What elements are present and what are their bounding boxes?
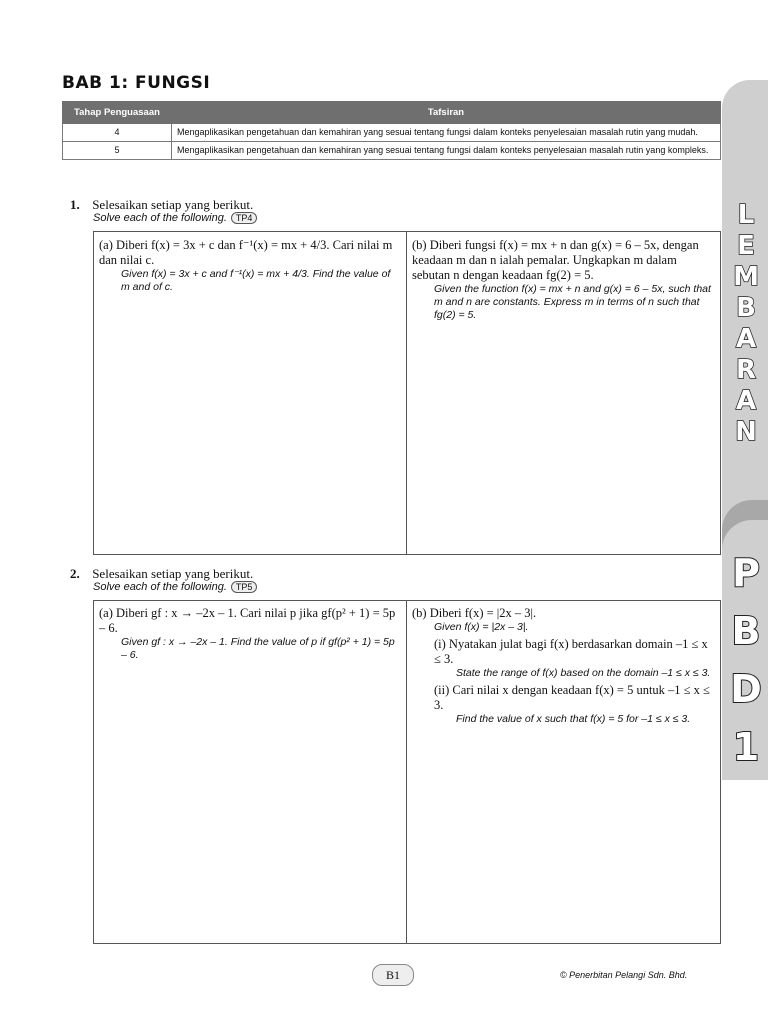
question-1a-text: (a) Diberi f(x) = 3x + c dan f⁻¹(x) = mx + 4/3. Cari nilai m dan nilai c. (99, 238, 393, 267)
question-2a-text: (a) Diberi gf : x → –2x – 1. Cari nilai p jika gf(p² + 1) = 5p – 6. (99, 606, 396, 635)
question-number: 1. (70, 197, 80, 212)
copyright: © Penerbitan Pelangi Sdn. Bhd. (560, 970, 688, 980)
question-2b (412, 606, 714, 726)
question-number: 2. (70, 566, 80, 581)
question-2a-text-en: Given gf : x → –2x – 1. Find the value of p if gf(p² + 1) = 5p – 6. (121, 636, 395, 661)
question-instruction-en: Solve each of the following. TP4 (93, 212, 257, 224)
question-1b (412, 238, 714, 322)
column-divider (406, 600, 407, 943)
question-2a (99, 606, 401, 662)
table-cell-interpretation: Mengaplikasikan pengetahuan dan kemahiran yang sesuai tentang fungsi dalam konteks penyelesaian masalah rutin yang mudah. (172, 124, 721, 142)
question-instruction: Selesaikan setiap yang berikut. (92, 197, 254, 212)
question-1a (99, 238, 401, 294)
table-header-level: Tahap Penguasaan (63, 102, 172, 124)
question-1b-text: (b) Diberi fungsi f(x) = mx + n dan g(x) = 6 – 5x, dengan keadaan m dan n ialah pemalar. Ungkapkan m dalam sebutan n dengan keadaan fg(2) = 5. (412, 238, 699, 282)
question-2b-ii-text: (ii) Cari nilai x dengan keadaan f(x) = 5 untuk –1 ≤ x ≤ 3. (434, 683, 710, 712)
table-row (63, 124, 721, 142)
table-row (63, 142, 721, 160)
question-2b-ii-text-en: Find the value of x such that f(x) = 5 for –1 ≤ x ≤ 3. (456, 713, 691, 725)
side-tab-word-lembaran: L E M B A R A N (733, 200, 759, 447)
tp-badge: TP5 (231, 581, 258, 593)
table-cell-interpretation: Mengaplikasikan pengetahuan dan kemahiran yang sesuai tentang fungsi dalam konteks penyelesaian masalah rutin yang kompleks. (172, 142, 721, 160)
question-2b-text: (b) Diberi f(x) = |2x – 3|. (412, 606, 537, 620)
table-cell-level: 5 (63, 142, 172, 160)
table-cell-level: 4 (63, 124, 172, 142)
chapter-title: BAB 1: FUNGSI (62, 73, 211, 93)
question-instruction: Selesaikan setiap yang berikut. (92, 566, 254, 581)
question-instruction-en: Solve each of the following. TP5 (93, 581, 257, 593)
question-1a-text-en: Given f(x) = 3x + c and f⁻¹(x) = mx + 4/3. Find the value of m and of c. (121, 268, 391, 293)
column-divider (406, 231, 407, 554)
question-2b-i-text: (i) Nyatakan julat bagi f(x) berdasarkan domain –1 ≤ x ≤ 3. (434, 637, 708, 666)
question-2b-i-text-en: State the range of f(x) based on the domain –1 ≤ x ≤ 3. (456, 667, 711, 679)
page-number: B1 (372, 964, 414, 986)
table-header-interpretation: Tafsiran (172, 102, 721, 124)
question-2b-text-en: Given f(x) = |2x – 3|. (434, 621, 529, 633)
tp-badge: TP4 (231, 212, 258, 224)
side-tab-word-pbd: P B D 1 (730, 551, 762, 769)
question-1b-text-en: Given the function f(x) = mx + n and g(x) = 6 – 5x, such that m and n are constants. Express m in terms of n such that fg(2) = 5. (434, 283, 711, 321)
mastery-table (62, 101, 721, 160)
